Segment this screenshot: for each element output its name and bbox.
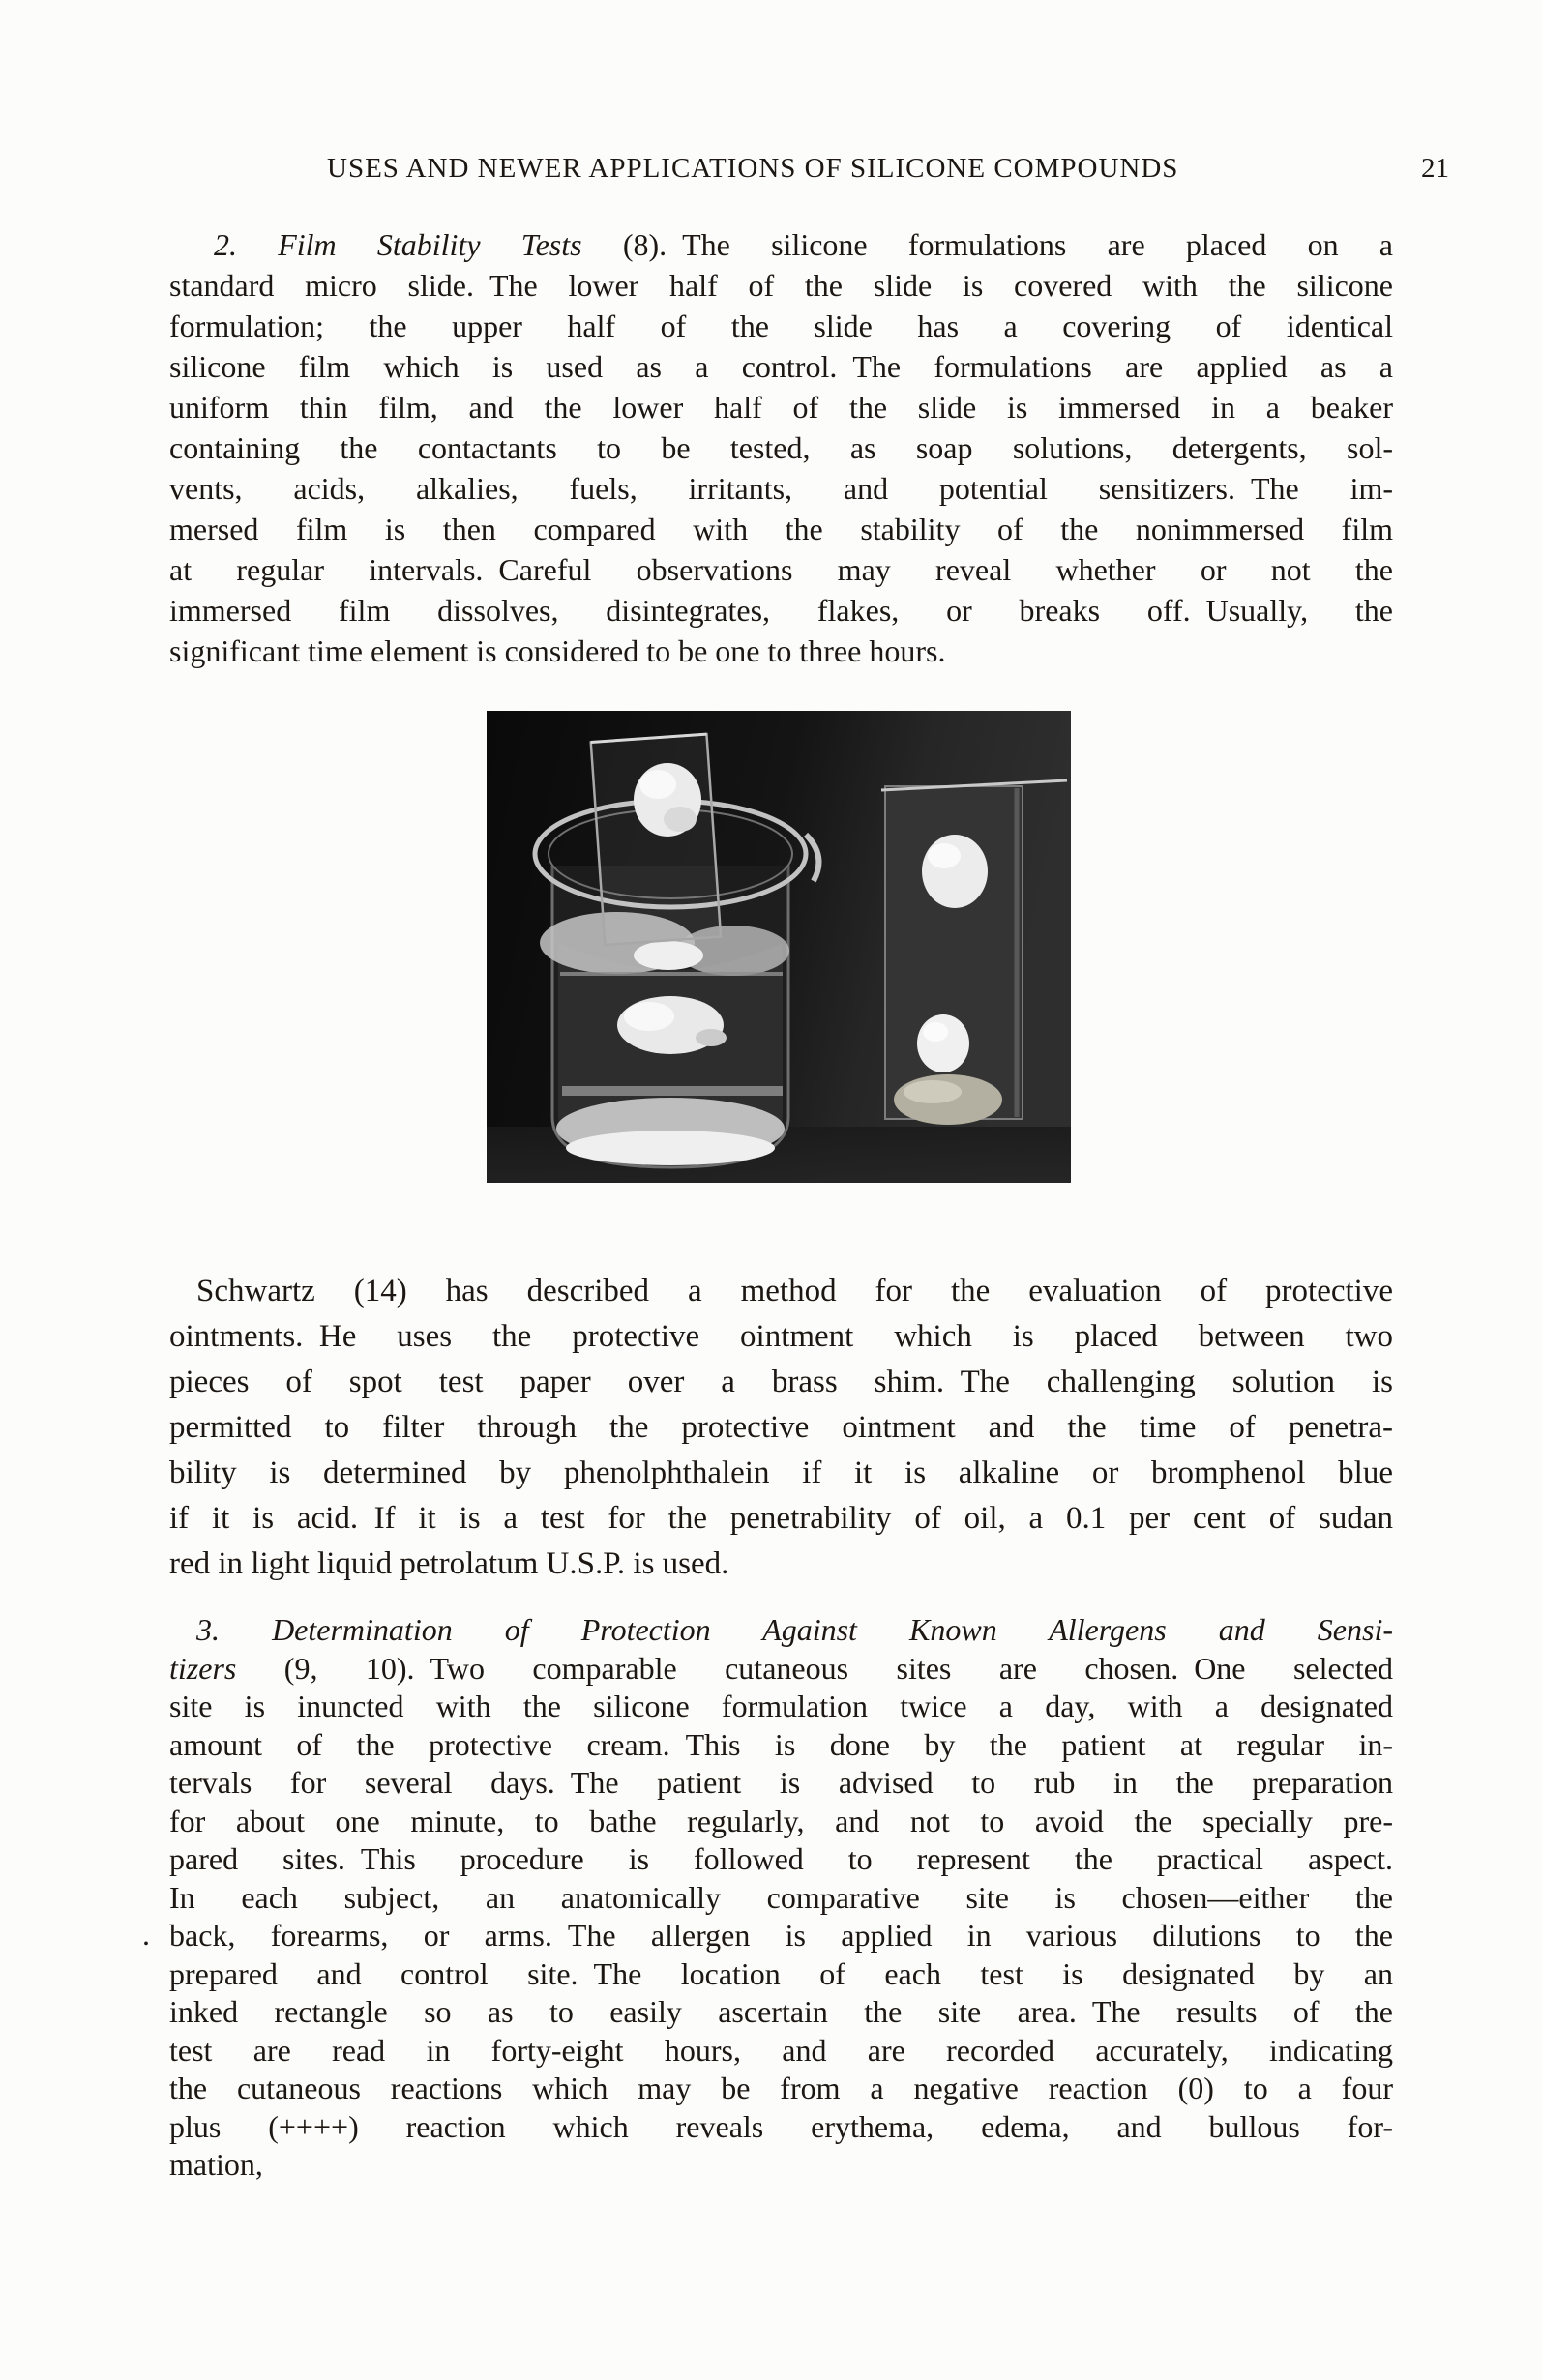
silicone-film-blob-top xyxy=(634,763,701,837)
text-line: amount of the protective cream. This is done by the patient at regular in- xyxy=(169,1726,1393,1762)
text-line: uniform thin film, and the lower half of the slide is immersed in a beaker xyxy=(169,390,1393,425)
text-line: In each subject, an anatomically comparative site is chosen—either the xyxy=(169,1879,1393,1915)
silicone-blob-surface xyxy=(634,941,703,970)
text-line: Schwartz (14) has described a method for the evaluation of protective xyxy=(196,1274,1393,1308)
text-line: if it is acid. If it is a test for the penetrability of oil, a 0.1 per cent of sudan xyxy=(169,1501,1393,1536)
text-line: tizers (9, 10). Two comparable cutaneous sites are chosen. One selected xyxy=(169,1650,1393,1686)
text-line: standard micro slide. The lower half of the slide is covered with the silicone xyxy=(169,268,1393,303)
page-number: 21 xyxy=(1421,153,1449,184)
text-line: immersed film dissolves, disintegrates, flakes, or breaks off. Usually, the xyxy=(169,593,1393,628)
stray-ink-dot: . xyxy=(142,1917,150,1952)
text-line: back, forearms, or arms. The allergen is applied in various dilutions to the xyxy=(169,1918,1393,1953)
text-line: ointments. He uses the protective ointment which is placed between two xyxy=(169,1319,1393,1354)
text-line: for about one minute, to bathe regularly, and not to avoid the specially pre- xyxy=(169,1803,1393,1838)
text-line: 2. Film Stability Tests (8). The silicone formulations are placed on a xyxy=(214,227,1394,262)
text-line: mation, xyxy=(169,2147,263,2182)
text-line: vents, acids, alkalies, fuels, irritants, and potential sensitizers. The im- xyxy=(169,471,1393,506)
paragraph-film-stability-tests xyxy=(169,224,1393,671)
silicone-sample-blob-upper xyxy=(922,835,988,908)
text-line: plus (++++) reaction which reveals erythema, edema, and bullous for- xyxy=(169,2108,1393,2144)
text-line: pared sites. This procedure is followed to represent the practical aspect. xyxy=(169,1841,1393,1876)
text-line: mersed film is then compared with the stability of the nonimmersed film xyxy=(169,512,1393,546)
text-line: significant time element is considered to be one to three hours. xyxy=(169,633,946,668)
text-line: bility is determined by phenolphthalein if it is alkaline or bromphenol blue xyxy=(169,1455,1393,1490)
text-line: prepared and control site. The location of each test is designated by an xyxy=(169,1955,1393,1991)
text-line: inked rectangle so as to easily ascertain the site area. The results of the xyxy=(169,1994,1393,2029)
paragraph-determination-of-protection xyxy=(169,1611,1393,2185)
paragraph-schwartz-method xyxy=(169,1269,1393,1587)
figure-photo xyxy=(487,711,1071,1183)
text-line: permitted to filter through the protective ointment and the time of penetra- xyxy=(169,1410,1393,1445)
text-line: 3. Determination of Protection Against Known Allergens and Sensi- xyxy=(196,1612,1393,1647)
page-header xyxy=(327,153,1449,185)
text-line: at regular intervals. Careful observations may reveal whether or not the xyxy=(169,552,1393,587)
silicone-blob-base xyxy=(894,1074,1002,1125)
text-line: site is inuncted with the silicone formulation twice a day, with a designated xyxy=(169,1689,1393,1723)
text-line: silicone film which is used as a control. The formulations are applied as a xyxy=(169,349,1393,384)
text-line: test are read in forty-eight hours, and are recorded accurately, indicating xyxy=(169,2032,1393,2068)
text-line: tervals for several days. The patient is advised to rub in the preparation xyxy=(169,1765,1393,1800)
beaker-photo-illustration xyxy=(487,711,1071,1183)
text-line: red in light liquid petrolatum U.S.P. is used. xyxy=(169,1546,729,1581)
silicone-sample-blob-lower xyxy=(917,1014,969,1072)
text-line: the cutaneous reactions which may be from a negative reaction (0) to a four xyxy=(169,2071,1393,2105)
text-line: formulation; the upper half of the slide has a covering of identical xyxy=(169,309,1393,343)
text-line: containing the contactants to be tested, as soap solutions, detergents, sol- xyxy=(169,430,1393,465)
running-head: USES AND NEWER APPLICATIONS OF SILICONE COMPOUNDS xyxy=(327,153,1179,184)
text-line: pieces of spot test paper over a brass shim. The challenging solution is xyxy=(169,1365,1393,1399)
